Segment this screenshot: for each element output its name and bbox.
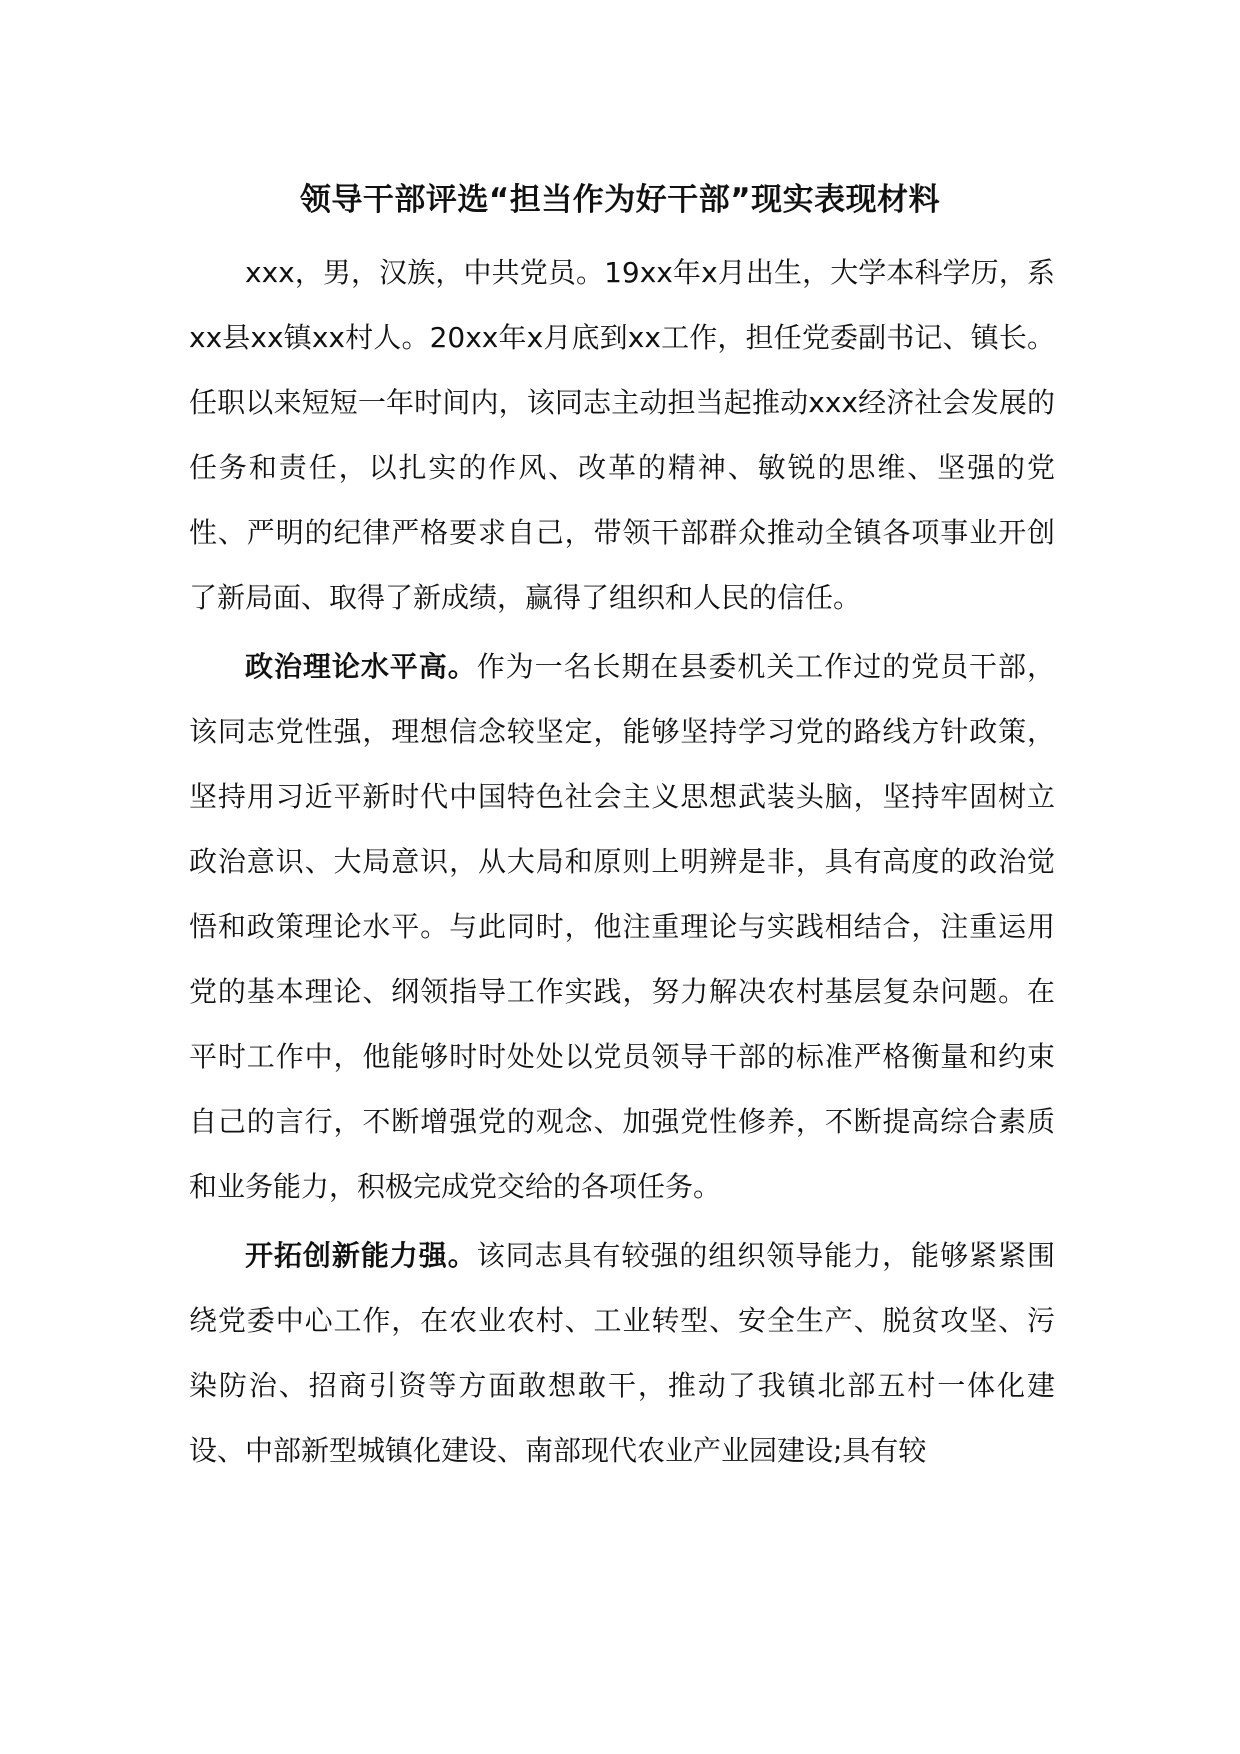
document-title: 领导干部评选“担当作为好干部”现实表现材料 bbox=[299, 182, 941, 218]
paragraph-innovation bbox=[189, 1223, 1055, 1483]
paragraph-text: xxx，男，汉族，中共党员。19xx年x月出生，大学本科学历，系xx县xx镇xx村人。20xx年x月底到xx工作，担任党委副书记、镇长。任职以来短短一年时间内，该同志主动担当起推动xxx经济社会发展的任务和责任，以扎实的作风、改革的精神、敏锐的思维、坚强的党性、严明的纪律严格要求自己，带领干部群众推动全镇各项事业开创了新局面、取得了新成绩，赢得了组织和人民的信任。 bbox=[189, 256, 1055, 614]
paragraph-intro bbox=[189, 240, 1055, 630]
paragraph-text: 作为一名长期在县委机关工作过的党员干部，该同志党性强，理想信念较坚定，能够坚持学习党的路线方针政策，坚持用习近平新时代中国特色社会主义思想武装头脑，坚持牢固树立政治意识、大局意识，从大局和原则上明辨是非，具有高度的政治觉悟和政策理论水平。与此同时，他注重理论与实践相结合，注重运用党的基本理论、纲领指导工作实践，努力解决农村基层复杂问题。在平时工作中，他能够时时处处以党员领导干部的标准严格衡量和约束自己的言行，不断增强党的观念、加强党性修养，不断提高综合素质和业务能力，积极完成党交给的各项任务。 bbox=[189, 650, 1055, 1203]
paragraph-political-theory bbox=[189, 634, 1055, 1219]
paragraph-text: 该同志具有较强的组织领导能力，能够紧紧围绕党委中心工作，在农业农村、工业转型、安全生产、脱贫攻坚、污染防治、招商引资等方面敢想敢干，推动了我镇北部五村一体化建设、中部新型城镇化建设、南部现代农业产业园建设;具有较 bbox=[189, 1239, 1055, 1467]
paragraph-heading: 政治理论水平高。 bbox=[245, 650, 477, 683]
paragraph-heading: 开拓创新能力强。 bbox=[245, 1239, 477, 1272]
document-body bbox=[189, 240, 1055, 1487]
